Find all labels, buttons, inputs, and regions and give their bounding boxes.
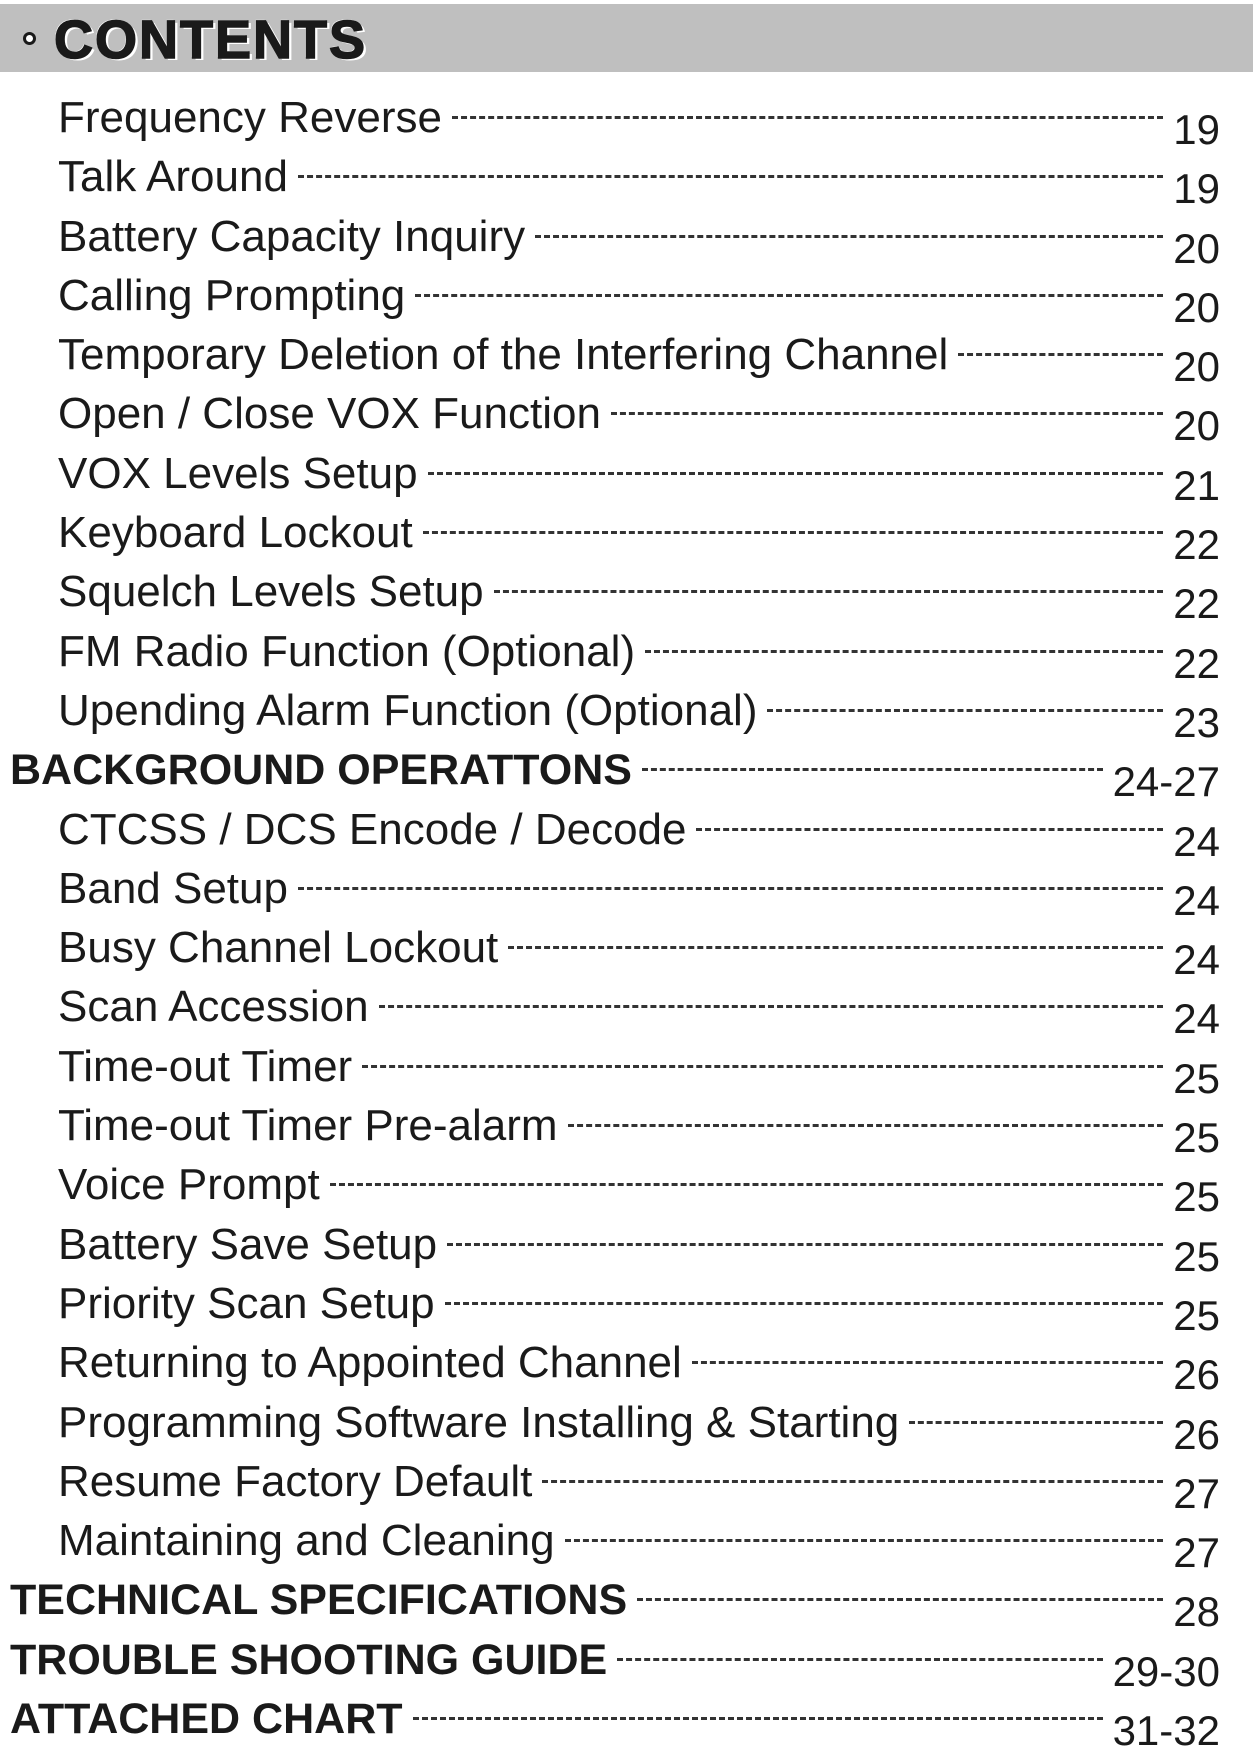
dot-leader — [423, 531, 1164, 534]
toc-entry-title: Calling Prompting — [58, 270, 406, 320]
toc-entry-page-number: 24 — [1173, 817, 1220, 865]
dot-leader — [642, 768, 1103, 771]
toc-entry[interactable] — [0, 804, 1253, 863]
toc-section-entry[interactable] — [0, 1693, 1253, 1755]
toc-entry[interactable] — [0, 270, 1253, 329]
dot-leader — [958, 353, 1163, 356]
toc-entry-title: Resume Factory Default — [58, 1456, 533, 1506]
toc-entry[interactable] — [0, 1278, 1253, 1337]
toc-entry-title: Returning to Appointed Channel — [58, 1338, 682, 1388]
toc-entry-page-number: 22 — [1173, 521, 1220, 569]
toc-entry[interactable] — [0, 863, 1253, 922]
toc-entry[interactable] — [0, 151, 1253, 213]
toc-entry-page-number: 24 — [1173, 936, 1220, 984]
toc-entry-title: ATTACHED CHART — [10, 1695, 403, 1744]
dot-leader — [445, 1302, 1164, 1305]
toc-entry-title: Battery Save Setup — [58, 1219, 438, 1269]
toc-entry-title: Programming Software Installing & Starting — [58, 1397, 900, 1447]
toc-entry-page-number: 26 — [1173, 1410, 1220, 1458]
dot-leader — [637, 1598, 1163, 1601]
dot-leader — [494, 590, 1164, 593]
toc-entry[interactable] — [0, 1337, 1253, 1399]
toc-section-entry[interactable] — [0, 744, 1253, 806]
contents-header-bar — [0, 4, 1253, 72]
toc-entry[interactable] — [0, 329, 1253, 391]
toc-entry[interactable] — [0, 211, 1253, 270]
toc-entry-page-number: 24 — [1173, 876, 1220, 924]
toc-entry[interactable] — [0, 1219, 1253, 1278]
toc-entry-page-number: 20 — [1173, 343, 1220, 391]
toc-entry-page-number: 20 — [1173, 283, 1220, 331]
toc-entry-title: Busy Channel Lockout — [58, 923, 499, 973]
dot-leader — [611, 412, 1163, 415]
page-title: CONTENTS — [54, 10, 367, 70]
dot-leader — [692, 1361, 1163, 1364]
toc-entry[interactable] — [0, 566, 1253, 628]
toc-entry-title: Priority Scan Setup — [58, 1278, 435, 1328]
toc-entry-page-number: 29-30 — [1112, 1647, 1220, 1695]
circle-bullet-icon — [23, 32, 36, 45]
dot-leader — [617, 1658, 1102, 1661]
toc-entry-title: BACKGROUND OPERATTONS — [10, 746, 632, 795]
toc-entry-title: Temporary Deletion of the Interfering Channel — [58, 330, 949, 380]
toc-entry-page-number: 24 — [1173, 995, 1220, 1043]
toc-entry-page-number: 22 — [1173, 580, 1220, 628]
dot-leader — [696, 828, 1163, 831]
toc-entry-page-number: 31-32 — [1112, 1707, 1220, 1755]
toc-entry-title: Battery Capacity Inquiry — [58, 211, 526, 261]
toc-entry[interactable] — [0, 448, 1253, 507]
toc-entry-page-number: 25 — [1173, 1173, 1220, 1221]
toc-entry-page-number: 24-27 — [1112, 758, 1220, 806]
toc-entry-page-number: 22 — [1173, 639, 1220, 687]
toc-entry[interactable] — [0, 981, 1253, 1043]
toc-entry-title: FM Radio Function (Optional) — [58, 626, 636, 676]
toc-entry-title: Upending Alarm Function (Optional) — [58, 685, 758, 735]
toc-entry[interactable] — [0, 1397, 1253, 1456]
toc-entry[interactable] — [0, 1515, 1253, 1577]
toc-entry[interactable] — [0, 1041, 1253, 1100]
toc-entry-page-number: 25 — [1173, 1232, 1220, 1280]
toc-entry-title: Time-out Timer Pre-alarm — [58, 1101, 558, 1151]
toc-entry-title: Keyboard Lockout — [58, 508, 413, 558]
toc-entry-page-number: 19 — [1173, 165, 1220, 213]
toc-entry-title: Talk Around — [58, 152, 288, 202]
toc-entry-page-number: 25 — [1173, 1291, 1220, 1339]
dot-leader — [379, 1005, 1164, 1008]
toc-entry-page-number: 27 — [1173, 1469, 1220, 1517]
dot-leader — [330, 1183, 1164, 1186]
dot-leader — [428, 472, 1164, 475]
toc-entry[interactable] — [0, 626, 1253, 685]
dot-leader — [413, 1717, 1103, 1720]
toc-entry[interactable] — [0, 1100, 1253, 1162]
toc-entry[interactable] — [0, 922, 1253, 984]
dot-leader — [298, 175, 1163, 178]
dot-leader — [542, 1480, 1163, 1483]
dot-leader — [645, 650, 1163, 653]
dot-leader — [565, 1539, 1164, 1542]
toc-entry-title: CTCSS / DCS Encode / Decode — [58, 804, 687, 854]
toc-entry-title: Frequency Reverse — [58, 93, 442, 142]
toc-entry-title: Open / Close VOX Function — [58, 389, 601, 439]
dot-leader — [767, 709, 1163, 712]
toc-section-entry[interactable] — [0, 1574, 1253, 1636]
dot-leader — [508, 946, 1163, 949]
toc-entry[interactable] — [0, 92, 1253, 151]
toc-entry[interactable] — [0, 1159, 1253, 1221]
toc-section-entry[interactable] — [0, 1634, 1253, 1693]
dot-leader — [568, 1124, 1164, 1127]
toc-entry-title: Maintaining and Cleaning — [58, 1516, 555, 1566]
toc-entry-page-number: 25 — [1173, 1114, 1220, 1162]
toc-entry-page-number: 25 — [1173, 1054, 1220, 1102]
toc-entry-page-number: 28 — [1173, 1588, 1220, 1636]
toc-entry-title: Band Setup — [58, 863, 288, 913]
toc-entry-title: Squelch Levels Setup — [58, 567, 484, 617]
toc-entry-title: Time-out Timer — [58, 1041, 353, 1091]
toc-entry-title: VOX Levels Setup — [58, 448, 418, 498]
toc-entry-title: Scan Accession — [58, 982, 369, 1032]
dot-leader — [447, 1243, 1163, 1246]
dot-leader — [415, 294, 1163, 297]
toc-entry-title: Voice Prompt — [58, 1160, 320, 1210]
toc-entry[interactable] — [0, 685, 1253, 744]
dot-leader — [909, 1421, 1163, 1424]
toc-entry[interactable] — [0, 507, 1253, 569]
toc-entry[interactable] — [0, 388, 1253, 450]
toc-entry-page-number: 20 — [1173, 402, 1220, 450]
dot-leader — [362, 1065, 1163, 1068]
toc-entry[interactable] — [0, 1456, 1253, 1515]
dot-leader — [452, 116, 1163, 119]
toc-entry-page-number: 20 — [1173, 224, 1220, 272]
dot-leader — [298, 887, 1163, 890]
dot-leader — [535, 235, 1163, 238]
toc-entry-page-number: 27 — [1173, 1529, 1220, 1577]
toc-entry-page-number: 19 — [1173, 106, 1220, 153]
toc-entry-page-number: 26 — [1173, 1351, 1220, 1399]
toc-entry-page-number: 23 — [1173, 698, 1220, 746]
toc-entry-title: TROUBLE SHOOTING GUIDE — [10, 1635, 608, 1684]
toc-entry-page-number: 21 — [1173, 461, 1220, 509]
table-of-contents — [0, 92, 1253, 1755]
toc-entry-title: TECHNICAL SPECIFICATIONS — [10, 1576, 628, 1625]
